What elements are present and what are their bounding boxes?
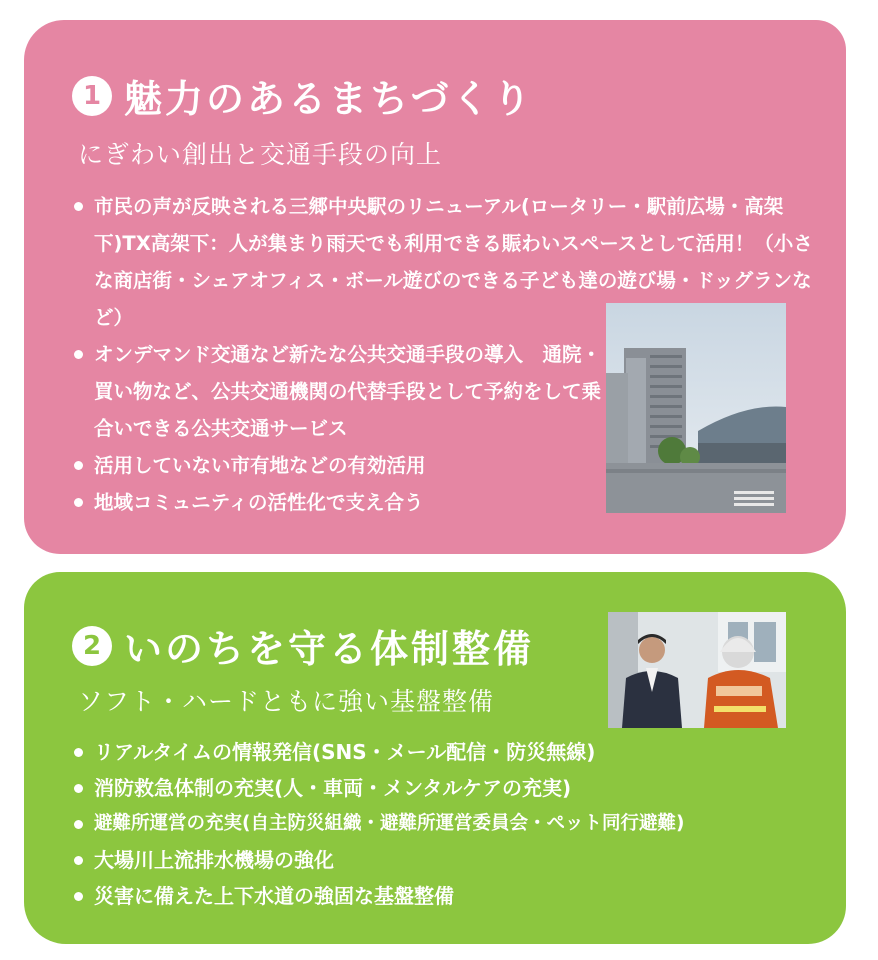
bullet-icon (74, 784, 83, 793)
bullet-icon (74, 820, 83, 829)
bullet-icon (74, 498, 83, 507)
firefighter-photo (608, 612, 786, 728)
list-item: オンデマンド交通など新たな公共交通手段の導入 通院・買い物など、公共交通機関の代替手段として予約をして乗合いできる公共交通サービス (72, 336, 604, 447)
bullet-icon (74, 892, 83, 901)
list-item: 消防救急体制の充実(人・車両・メンタルケアの充実) (72, 770, 832, 806)
list-item: 活用していない市有地などの有効活用 (72, 447, 614, 484)
bullet-icon (74, 461, 83, 470)
list-item: 市民の声が反映される三郷中央駅のリニューアル(ロータリー・駅前広場・高架下)TX高架下：人が集まり雨天でも利用できる賑わいスペースとして活用！（小さな商店街・シェアオフィス・ボール遊びのできる子ども達の遊び場・ドッグランなど） (72, 188, 814, 336)
section-1-subtitle: にぎわい創出と交通手段の向上 (78, 140, 443, 169)
section-2-title: いのちを守る体制整備 (124, 627, 535, 671)
section-2-number-badge: 2 (72, 626, 112, 666)
list-item: 災害に備えた上下水道の強固な基盤整備 (72, 878, 832, 914)
list-item: 大場川上流排水機場の強化 (72, 842, 832, 878)
section-1-number-badge: 1 (72, 76, 112, 116)
list-item: 地域コミュニティの活性化で支え合う (72, 484, 614, 521)
list-item: 避難所運営の充実(自主防災組織・避難所運営委員会・ペット同行避難) (72, 806, 832, 842)
bullet-icon (74, 350, 83, 359)
section-2-subtitle: ソフト・ハードともに強い基盤整備 (78, 687, 495, 716)
section-2-heading (72, 618, 534, 673)
section-1-heading (72, 68, 534, 123)
section-2-card (24, 572, 846, 944)
bullet-icon (74, 202, 83, 211)
bullet-icon (74, 856, 83, 865)
station-photo (606, 303, 786, 513)
bullet-icon (74, 748, 83, 757)
section-1-card (24, 20, 846, 554)
list-item: リアルタイムの情報発信(SNS・メール配信・防災無線) (72, 734, 832, 770)
section-2-list (72, 734, 832, 914)
section-1-title: 魅力のあるまちづくり (124, 77, 534, 121)
